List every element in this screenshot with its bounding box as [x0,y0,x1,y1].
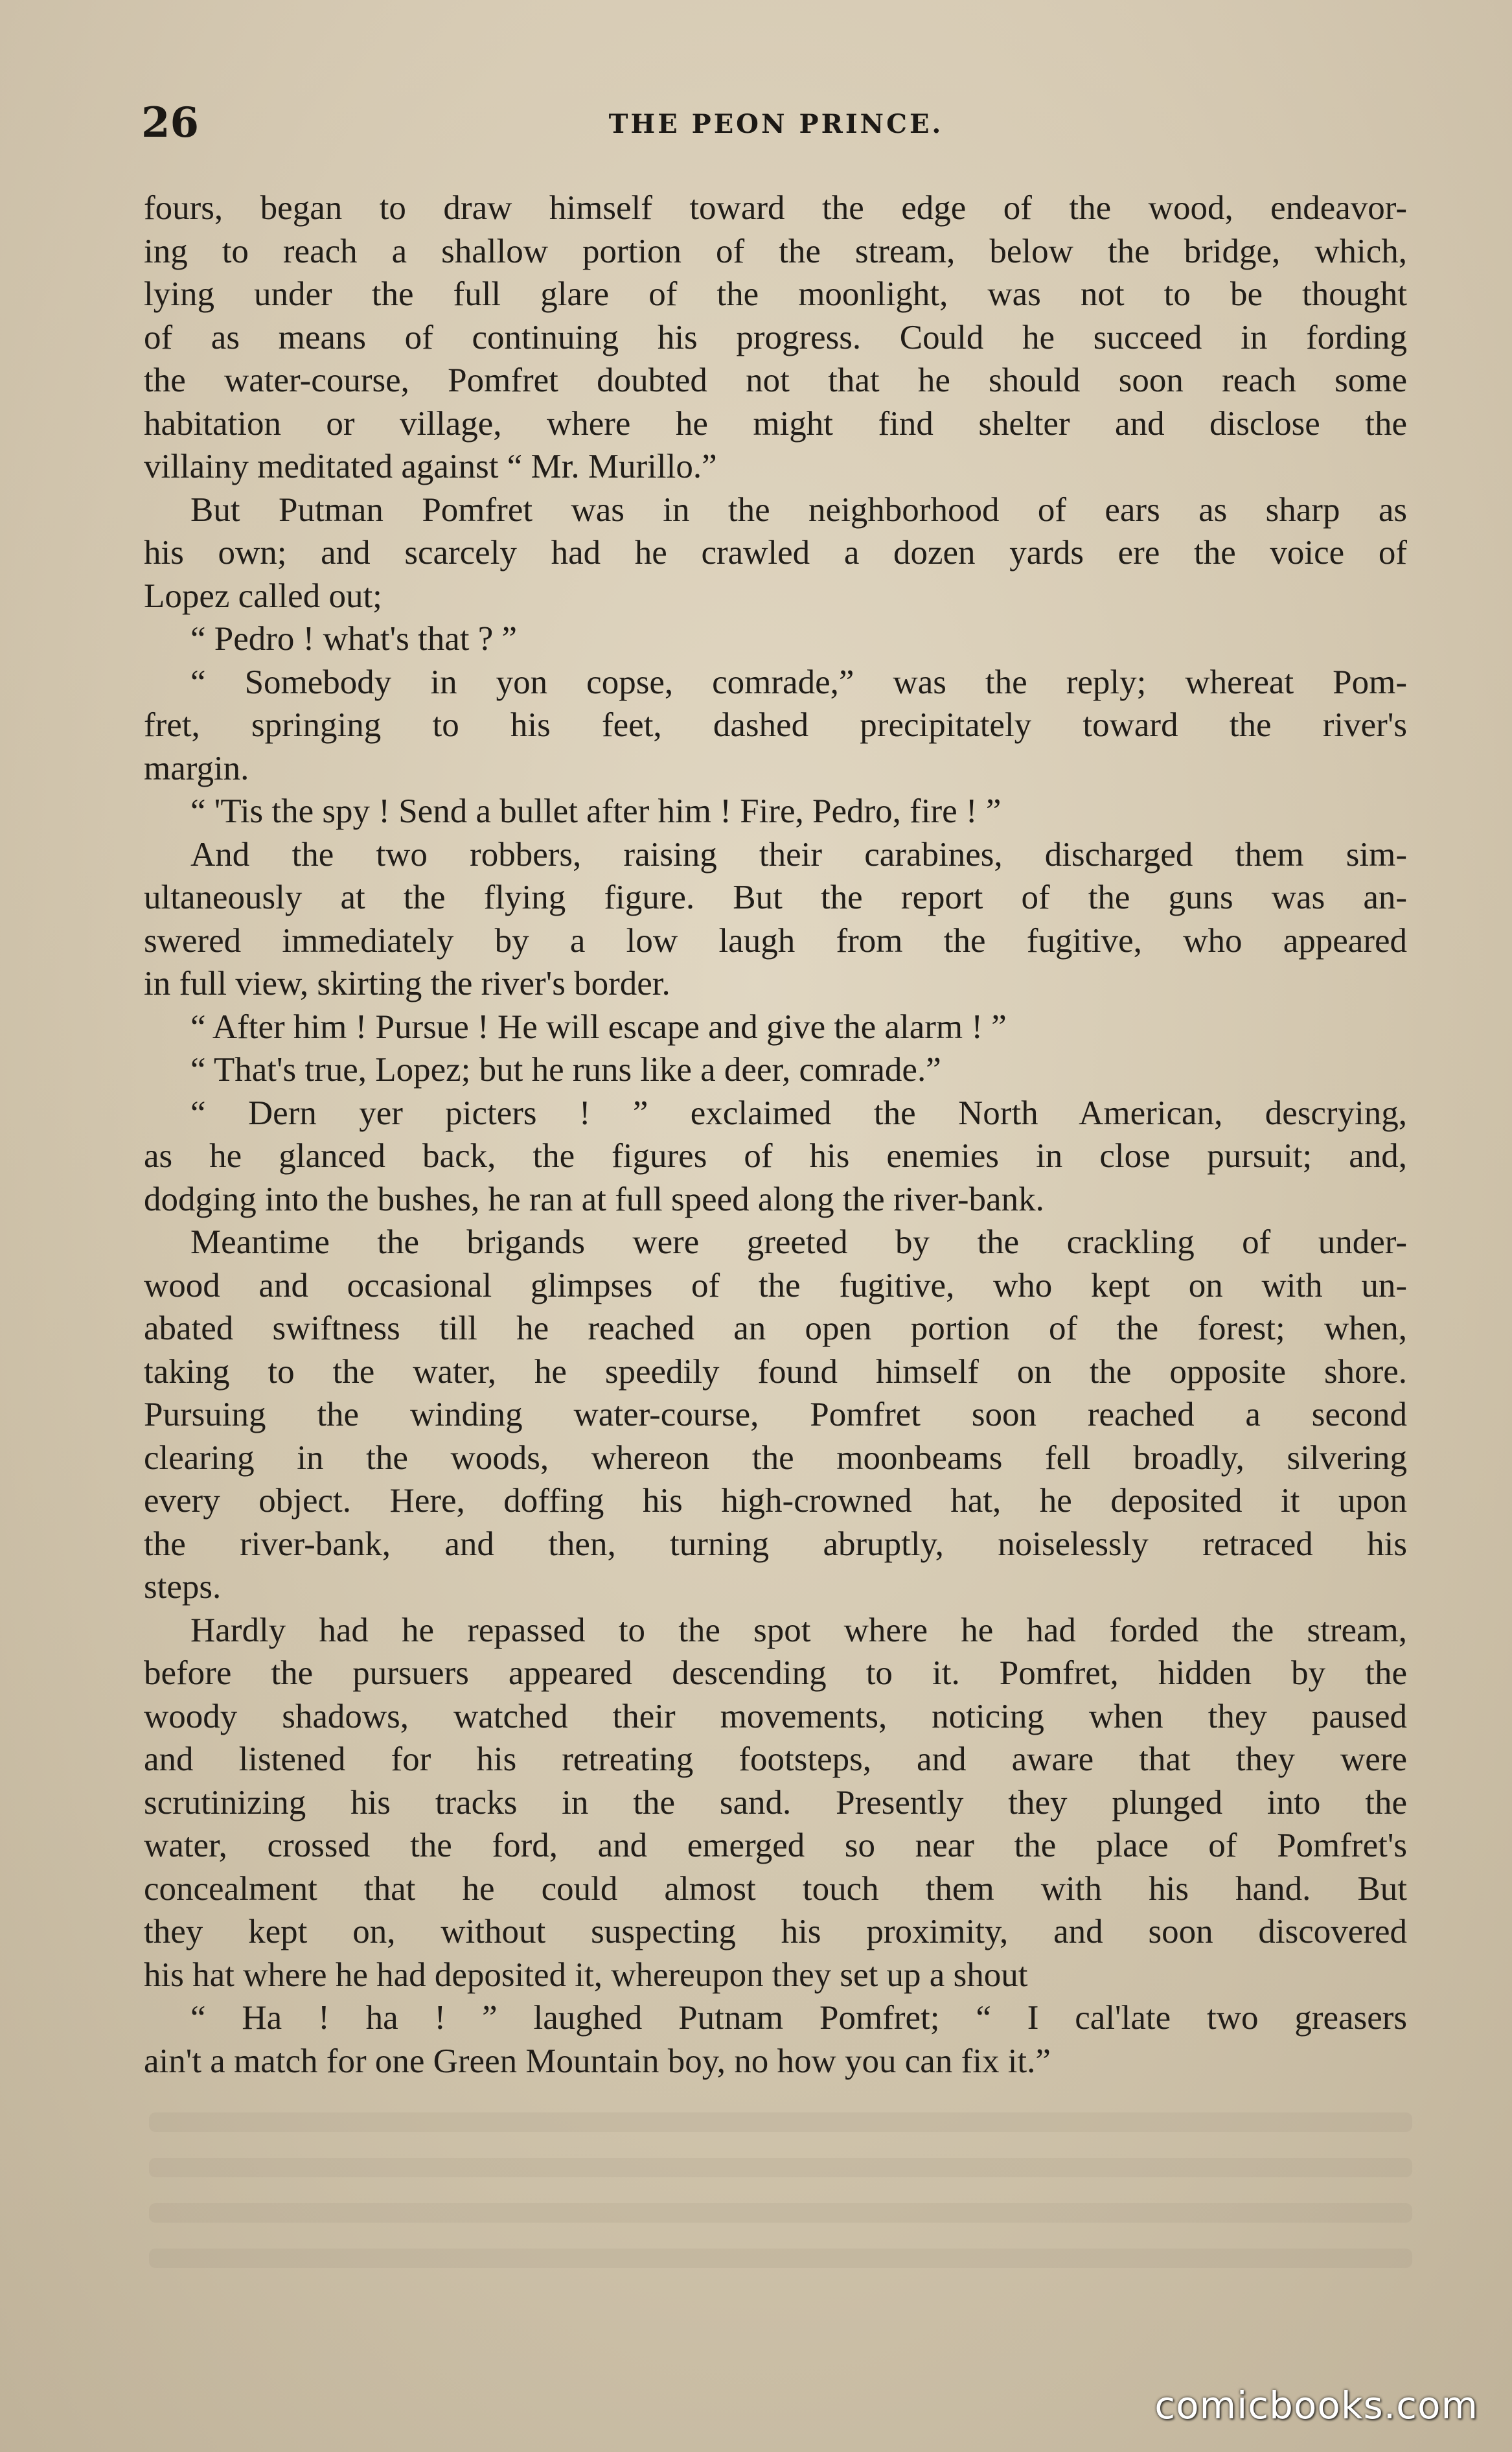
text-line: abated swiftness till he reached an open portion of the forest; when, [144,1310,1407,1347]
page-number: 26 [141,98,200,147]
text-line: clearing in the woods, whereon the moonbeams fell broadly, silvering [144,1439,1407,1477]
text-line: steps. [144,1568,222,1606]
text-line: scrutinizing his tracks in the sand. Presently they plunged into the [144,1783,1407,1822]
text-line: wood and occasional glimpses of the fugitive, who kept on with un- [144,1266,1407,1304]
text-line: taking to the water, he speedily found himself on the opposite shore. [144,1352,1407,1391]
text-line: in full view, skirting the river's border. [144,965,670,1002]
text-line: every object. Here, doffing his high-crowned hat, he deposited it upon [144,1482,1407,1520]
text-line: the river-bank, and then, turning abruptly, noiselessly retraced his [144,1525,1407,1563]
text-line: “ Ha ! ha ! ” laughed Putnam Pomfret; “ I cal'late two greasers [190,1999,1407,2037]
text-line: his hat where he had deposited it, whereupon they set up a shout [144,1956,1028,1994]
text-line: the water-course, Pomfret doubted not that he should soon reach some [144,362,1407,399]
text-line: fours, began to draw himself toward the edge of the wood, endeavor- [144,189,1407,227]
show-through-smudge [149,2112,1412,2132]
text-line: concealment that he could almost touch them with his hand. But [144,1869,1407,1908]
show-through-smudge [149,2249,1412,2268]
text-line: But Putman Pomfret was in the neighborhood of ears as sharp as [190,491,1407,529]
text-line: his own; and scarcely had he crawled a dozen yards ere the voice of [144,534,1407,572]
text-line: and listened for his retreating footsteps, and aware that they were [144,1741,1407,1778]
text-line: ultaneously at the flying figure. But the report of the guns was an- [144,879,1407,916]
text-line: Meantime the brigands were greeted by the crackling of under- [190,1223,1407,1261]
text-line: margin. [144,749,249,787]
text-line: Pursuing the winding water-course, Pomfret soon reached a second [144,1396,1407,1433]
text-line: And the two robbers, raising their carabines, discharged them sim- [190,835,1407,873]
text-line: habitation or village, where he might find shelter and disclose the [144,404,1407,443]
text-line: “ Dern yer picters ! ” exclaimed the North American, descrying, [190,1094,1407,1132]
watermark: comicbooks.com [1154,2383,1478,2427]
text-line: Hardly had he repassed to the spot where he had forded the stream, [190,1611,1407,1649]
text-line: “ Pedro ! what's that ? ” [190,620,518,658]
text-line: they kept on, without suspecting his proximity, and soon discovered [144,1913,1407,1950]
text-line: swered immediately by a low laugh from the fugitive, who appeared [144,921,1407,960]
text-line: villainy meditated against “ Mr. Murillo.” [144,448,717,485]
text-line: dodging into the bushes, he ran at full speed along the river-bank. [144,1180,1044,1218]
page-header [141,97,1411,149]
text-line: fret, springing to his feet, dashed precipitately toward the river's [144,706,1407,744]
text-line: of as means of continuing his progress. Could he succeed in fording [144,318,1407,356]
text-line: ing to reach a shallow portion of the stream, below the bridge, which, [144,232,1407,270]
body-text [144,187,1407,2083]
text-line: “ That's true, Lopez; but he runs like a deer, comrade.” [190,1051,941,1089]
text-line: “ After him ! Pursue ! He will escape and give the alarm ! ” [190,1008,1007,1046]
text-line: ain't a match for one Green Mountain boy, no how you can fix it.” [144,2042,1051,2080]
text-line: Lopez called out; [144,577,382,615]
text-line: lying under the full glare of the moonlight, was not to be thought [144,275,1407,313]
text-line: “ Somebody in yon copse, comrade,” was the reply; whereat Pom- [190,663,1407,701]
text-line: woody shadows, watched their movements, noticing when they paused [144,1697,1407,1735]
text-line: “ 'Tis the spy ! Send a bullet after him ! Fire, Pedro, fire ! ” [190,792,1002,830]
text-line: water, crossed the ford, and emerged so near the place of Pomfret's [144,1827,1407,1864]
show-through-smudge [149,2158,1412,2177]
text-line: as he glanced back, the figures of his enemies in close pursuit; and, [144,1137,1407,1175]
running-head: THE PEON PRINCE. [608,109,944,139]
text-line: before the pursuers appeared descending to it. Pomfret, hidden by the [144,1654,1407,1692]
show-through-smudge [149,2203,1412,2223]
